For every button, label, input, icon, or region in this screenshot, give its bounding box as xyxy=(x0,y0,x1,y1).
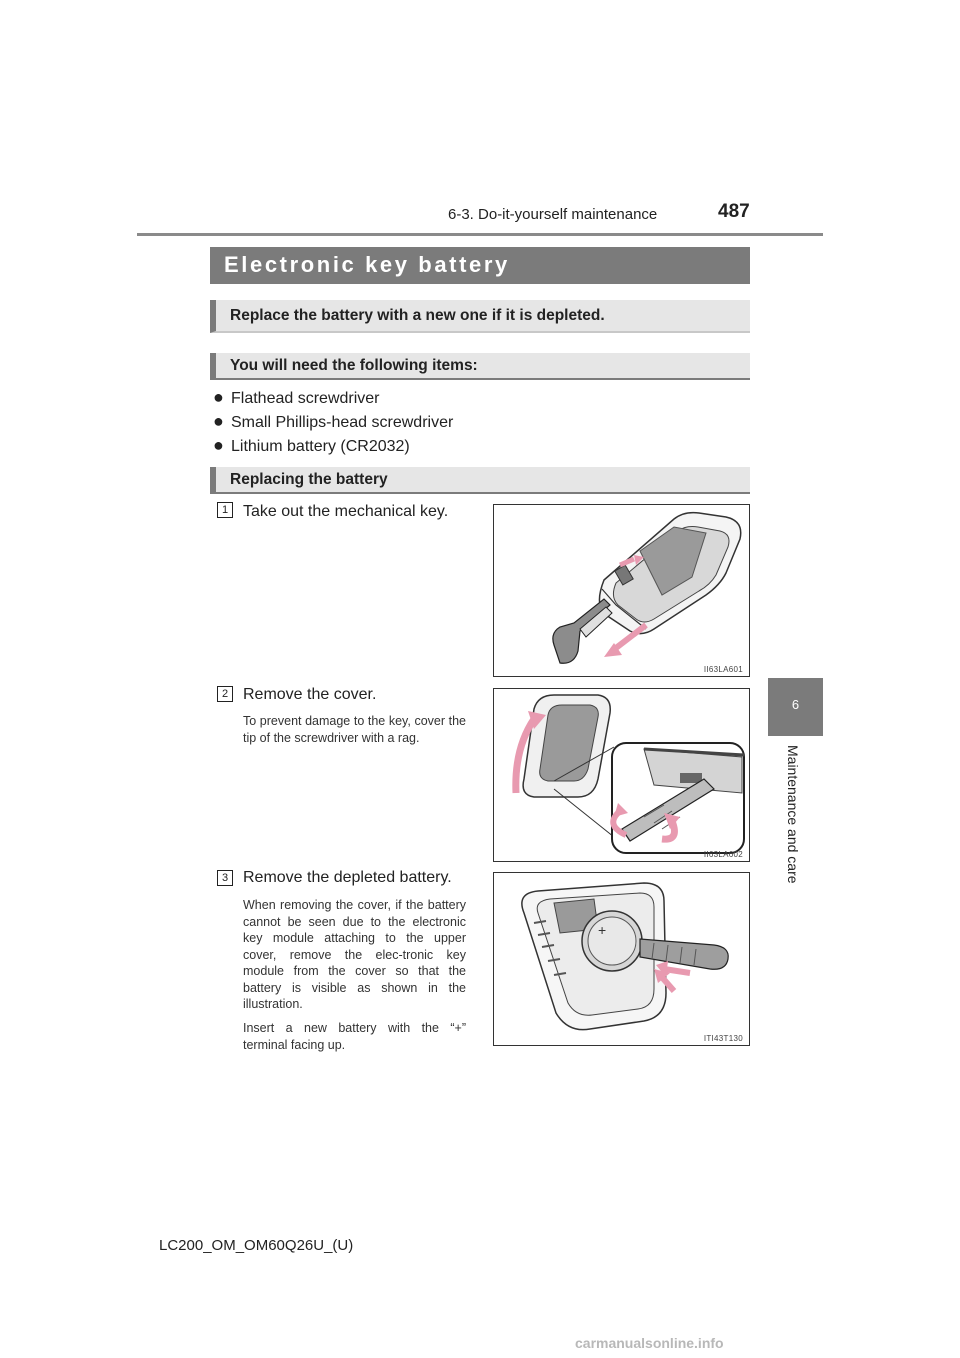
step-note: When removing the cover, if the battery cannot be seen due to the electronic key module attaching to the upper cover, remove the elec-tronic key module from the cover so that the battery is visible as shown in the illustration. xyxy=(243,898,466,1011)
intro-bar xyxy=(210,300,750,333)
items-heading: You will need the following items: xyxy=(230,357,478,374)
bullet-icon: ● xyxy=(213,411,224,431)
replace-heading-bar xyxy=(210,467,750,494)
figure-code: II63LA601 xyxy=(703,665,743,674)
list-item xyxy=(213,435,410,456)
footer-code: LC200_OM_OM60Q26U_(U) xyxy=(159,1237,354,1254)
bullet-icon: ● xyxy=(213,387,224,407)
list-item xyxy=(213,387,380,408)
list-item-text: Small Phillips-head screwdriver xyxy=(231,414,454,431)
step-note: To prevent damage to the key, cover the tip of the screwdriver with a rag. xyxy=(243,714,466,745)
step-number: 2 xyxy=(217,686,233,702)
figure-remove-cover xyxy=(493,688,750,862)
key-fob-icon xyxy=(494,873,750,1045)
figure-code: ITI43T130 xyxy=(703,1034,743,1043)
section-label: 6-3. Do-it-yourself maintenance xyxy=(448,206,658,223)
bullet-icon: ● xyxy=(213,435,224,455)
header-rule xyxy=(137,233,823,236)
replace-heading: Replacing the battery xyxy=(230,471,388,488)
list-item-text: Flathead screwdriver xyxy=(231,390,380,407)
watermark: carmanualsonline.info xyxy=(575,1335,724,1351)
key-fob-icon xyxy=(494,505,750,676)
list-item xyxy=(213,411,453,432)
step-title: Take out the mechanical key. xyxy=(243,503,449,520)
figure-remove-battery xyxy=(493,872,750,1046)
figure-remove-key xyxy=(493,504,750,677)
step-number: 1 xyxy=(217,502,233,518)
step-number: 3 xyxy=(217,870,233,886)
step-title: Remove the depleted battery. xyxy=(243,869,452,886)
key-fob-icon xyxy=(494,689,750,861)
list-item-text: Lithium battery (CR2032) xyxy=(231,438,410,455)
page-number: 487 xyxy=(718,201,750,222)
chapter-title: Maintenance and care xyxy=(785,745,801,884)
intro-text: Replace the battery with a new one if it is depleted. xyxy=(230,307,605,324)
figure-code: II63LA602 xyxy=(703,850,743,859)
step-note: Insert a new battery with the “+” terminal facing up. xyxy=(243,1021,466,1052)
svg-text:+: + xyxy=(598,922,607,938)
step-title: Remove the cover. xyxy=(243,686,377,703)
page-title: Electronic key battery xyxy=(224,252,510,277)
items-heading-bar xyxy=(210,353,750,380)
chapter-number: 6 xyxy=(791,697,800,712)
